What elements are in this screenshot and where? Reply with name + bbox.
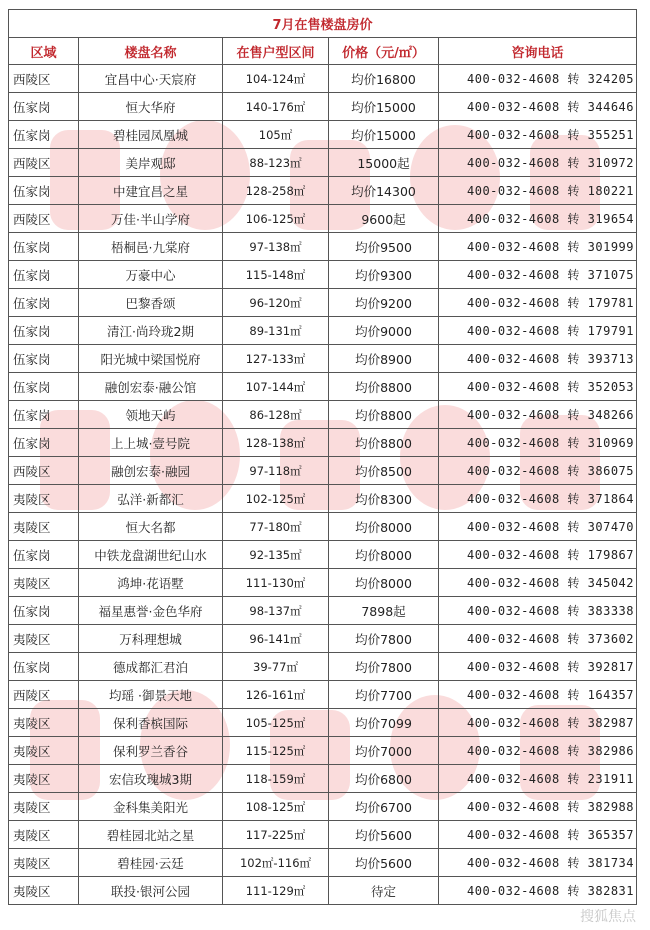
cell-price: 均价6700 [329,793,439,821]
cell-phone: 400-032-4608 转 164357 [439,681,637,709]
table-row [9,821,637,849]
header-price: 价格（元/㎡） [329,38,439,65]
cell-district: 伍家岗 [9,653,79,681]
cell-area: 97-118㎡ [223,457,329,485]
cell-district: 伍家岗 [9,177,79,205]
cell-district: 西陵区 [9,205,79,233]
cell-name: 中铁龙盘湖世纪山水 [79,541,223,569]
cell-price: 均价7800 [329,625,439,653]
table-row [9,261,637,289]
cell-name: 万豪中心 [79,261,223,289]
cell-district: 夷陵区 [9,513,79,541]
table-row [9,765,637,793]
header-district: 区域 [9,38,79,65]
cell-phone: 400-032-4608 转 324205 [439,65,637,93]
cell-name: 鸿坤·花语墅 [79,569,223,597]
cell-phone: 400-032-4608 转 382831 [439,877,637,905]
cell-phone: 400-032-4608 转 345042 [439,569,637,597]
cell-area: 98-137㎡ [223,597,329,625]
cell-area: 126-161㎡ [223,681,329,709]
cell-price: 均价14300 [329,177,439,205]
cell-phone: 400-032-4608 转 231911 [439,765,637,793]
cell-name: 宏信玫瑰城3期 [79,765,223,793]
cell-area: 88-123㎡ [223,149,329,177]
cell-name: 巴黎香颂 [79,289,223,317]
cell-area: 104-124㎡ [223,65,329,93]
cell-price: 均价8900 [329,345,439,373]
table-row [9,597,637,625]
cell-name: 领地天屿 [79,401,223,429]
cell-name: 宜昌中心·天宸府 [79,65,223,93]
cell-district: 伍家岗 [9,401,79,429]
cell-phone: 400-032-4608 转 393713 [439,345,637,373]
cell-name: 清江·尚玲珑2期 [79,317,223,345]
table-row [9,541,637,569]
cell-name: 弘洋·新都汇 [79,485,223,513]
cell-name: 上上城·壹号院 [79,429,223,457]
cell-phone: 400-032-4608 转 301999 [439,233,637,261]
cell-phone: 400-032-4608 转 386075 [439,457,637,485]
cell-district: 伍家岗 [9,373,79,401]
cell-area: 140-176㎡ [223,93,329,121]
cell-price: 均价15000 [329,121,439,149]
cell-district: 西陵区 [9,681,79,709]
cell-district: 西陵区 [9,149,79,177]
cell-area: 106-125㎡ [223,205,329,233]
cell-price: 均价7700 [329,681,439,709]
cell-name: 碧桂园北站之星 [79,821,223,849]
cell-name: 万佳·半山学府 [79,205,223,233]
cell-phone: 400-032-4608 转 352053 [439,373,637,401]
cell-price: 均价8500 [329,457,439,485]
cell-area: 89-131㎡ [223,317,329,345]
cell-name: 恒大华府 [79,93,223,121]
cell-price: 均价15000 [329,93,439,121]
cell-price: 均价16800 [329,65,439,93]
cell-price: 均价9000 [329,317,439,345]
cell-area: 102㎡-116㎡ [223,849,329,877]
cell-area: 77-180㎡ [223,513,329,541]
cell-phone: 400-032-4608 转 355251 [439,121,637,149]
cell-price: 均价5600 [329,849,439,877]
table-row [9,681,637,709]
cell-district: 夷陵区 [9,765,79,793]
cell-price: 9600起 [329,205,439,233]
cell-area: 96-141㎡ [223,625,329,653]
cell-area: 128-258㎡ [223,177,329,205]
cell-price: 待定 [329,877,439,905]
watermark-logo: 搜狐焦点 [580,909,636,925]
cell-price: 均价7000 [329,737,439,765]
table-row [9,317,637,345]
cell-phone: 400-032-4608 转 371864 [439,485,637,513]
table-row [9,709,637,737]
cell-area: 105-125㎡ [223,709,329,737]
cell-price: 均价8800 [329,401,439,429]
cell-phone: 400-032-4608 转 392817 [439,653,637,681]
cell-district: 西陵区 [9,65,79,93]
cell-price: 均价7099 [329,709,439,737]
header-row [9,38,637,65]
table-row [9,373,637,401]
cell-area: 102-125㎡ [223,485,329,513]
cell-price: 均价8300 [329,485,439,513]
cell-phone: 400-032-4608 转 381734 [439,849,637,877]
cell-name: 恒大名都 [79,513,223,541]
cell-phone: 400-032-4608 转 310972 [439,149,637,177]
table-row [9,65,637,93]
cell-area: 39-77㎡ [223,653,329,681]
cell-phone: 400-032-4608 转 382988 [439,793,637,821]
cell-area: 127-133㎡ [223,345,329,373]
cell-area: 86-128㎡ [223,401,329,429]
table-row [9,121,637,149]
cell-phone: 400-032-4608 转 179867 [439,541,637,569]
cell-area: 128-138㎡ [223,429,329,457]
cell-name: 福星惠誉·金色华府 [79,597,223,625]
cell-area: 115-148㎡ [223,261,329,289]
table-row [9,289,637,317]
cell-district: 夷陵区 [9,821,79,849]
cell-price: 均价9300 [329,261,439,289]
cell-district: 夷陵区 [9,737,79,765]
cell-district: 伍家岗 [9,429,79,457]
cell-district: 伍家岗 [9,289,79,317]
cell-district: 夷陵区 [9,625,79,653]
cell-name: 德成都汇君泊 [79,653,223,681]
cell-district: 西陵区 [9,457,79,485]
cell-price: 均价9500 [329,233,439,261]
cell-name: 均瑶 ·御景天地 [79,681,223,709]
cell-price: 均价8000 [329,569,439,597]
cell-name: 万科理想城 [79,625,223,653]
table-row [9,233,637,261]
cell-name: 碧桂园·云廷 [79,849,223,877]
cell-area: 97-138㎡ [223,233,329,261]
cell-phone: 400-032-4608 转 310969 [439,429,637,457]
table-row [9,93,637,121]
cell-name: 中建宜昌之星 [79,177,223,205]
table-row [9,429,637,457]
cell-price: 均价8800 [329,429,439,457]
cell-price: 7898起 [329,597,439,625]
table-row [9,849,637,877]
table-row [9,177,637,205]
housing-price-table [8,9,637,905]
cell-price: 均价5600 [329,821,439,849]
cell-phone: 400-032-4608 转 348266 [439,401,637,429]
cell-name: 碧桂园凤凰城 [79,121,223,149]
table-row [9,149,637,177]
cell-area: 107-144㎡ [223,373,329,401]
cell-district: 伍家岗 [9,93,79,121]
cell-area: 111-130㎡ [223,569,329,597]
cell-phone: 400-032-4608 转 382987 [439,709,637,737]
cell-name: 阳光城中梁国悦府 [79,345,223,373]
cell-phone: 400-032-4608 转 371075 [439,261,637,289]
cell-district: 夷陵区 [9,485,79,513]
cell-price: 均价8800 [329,373,439,401]
cell-name: 融创宏泰·融园 [79,457,223,485]
cell-area: 117-225㎡ [223,821,329,849]
cell-district: 夷陵区 [9,569,79,597]
header-name: 楼盘名称 [79,38,223,65]
cell-name: 梧桐邑·九棠府 [79,233,223,261]
cell-area: 118-159㎡ [223,765,329,793]
cell-phone: 400-032-4608 转 179791 [439,317,637,345]
cell-price: 均价6800 [329,765,439,793]
table-row [9,345,637,373]
table-row [9,877,637,905]
table-row [9,205,637,233]
header-phone: 咨询电话 [439,38,637,65]
table-row [9,653,637,681]
cell-phone: 400-032-4608 转 180221 [439,177,637,205]
table-row [9,401,637,429]
cell-area: 115-125㎡ [223,737,329,765]
cell-district: 夷陵区 [9,877,79,905]
cell-name: 联投·银河公园 [79,877,223,905]
table-row [9,793,637,821]
cell-phone: 400-032-4608 转 307470 [439,513,637,541]
cell-phone: 400-032-4608 转 365357 [439,821,637,849]
cell-name: 金科集美阳光 [79,793,223,821]
cell-district: 夷陵区 [9,849,79,877]
cell-district: 伍家岗 [9,121,79,149]
cell-area: 96-120㎡ [223,289,329,317]
cell-price: 均价8000 [329,541,439,569]
header-area: 在售户型区间 [223,38,329,65]
cell-district: 伍家岗 [9,345,79,373]
cell-price: 均价7800 [329,653,439,681]
table-row [9,569,637,597]
cell-phone: 400-032-4608 转 179781 [439,289,637,317]
cell-area: 105㎡ [223,121,329,149]
cell-name: 美岸观邸 [79,149,223,177]
cell-district: 伍家岗 [9,541,79,569]
cell-price: 均价8000 [329,513,439,541]
cell-price: 均价9200 [329,289,439,317]
table-row [9,457,637,485]
cell-phone: 400-032-4608 转 383338 [439,597,637,625]
cell-phone: 400-032-4608 转 382986 [439,737,637,765]
cell-district: 伍家岗 [9,261,79,289]
cell-name: 融创宏泰·融公馆 [79,373,223,401]
table-row [9,625,637,653]
table-title: 7月在售楼盘房价 [9,10,637,38]
table-row [9,737,637,765]
table-row [9,513,637,541]
cell-district: 夷陵区 [9,709,79,737]
cell-phone: 400-032-4608 转 373602 [439,625,637,653]
cell-name: 保利香槟国际 [79,709,223,737]
cell-phone: 400-032-4608 转 319654 [439,205,637,233]
cell-area: 108-125㎡ [223,793,329,821]
cell-name: 保利罗兰香谷 [79,737,223,765]
cell-district: 伍家岗 [9,597,79,625]
cell-district: 伍家岗 [9,233,79,261]
cell-area: 92-135㎡ [223,541,329,569]
cell-phone: 400-032-4608 转 344646 [439,93,637,121]
cell-price: 15000起 [329,149,439,177]
cell-district: 伍家岗 [9,317,79,345]
table-row [9,485,637,513]
cell-district: 夷陵区 [9,793,79,821]
cell-area: 111-129㎡ [223,877,329,905]
